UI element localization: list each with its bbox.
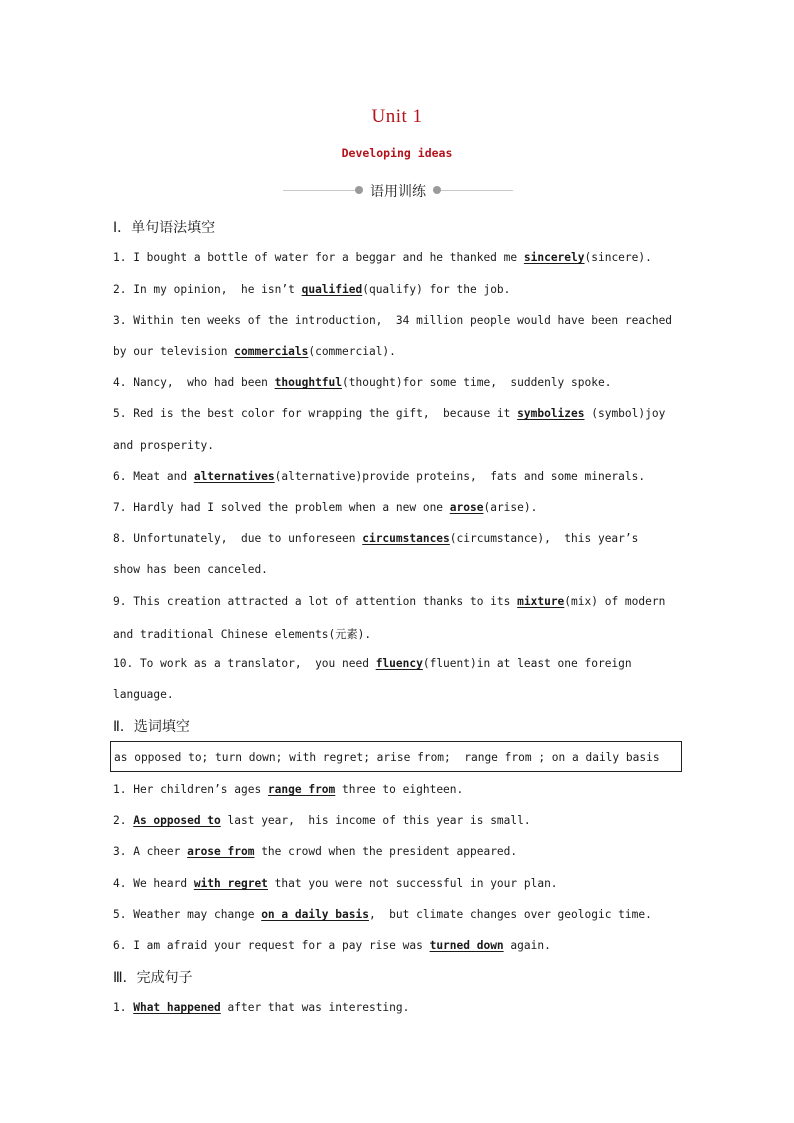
s2-item-3 [113,845,713,858]
s1-item-8-cont: show has been canceled. [113,563,268,576]
answer: arose [449,501,484,514]
unit-subtitle: Developing ideas [341,146,453,160]
s1-item-5 [113,407,713,420]
item-text: 1. Her children’s ages [113,783,268,796]
item-text: by our television [113,345,235,358]
section-2-heading: Ⅱ．选词填空 [113,719,190,735]
s1-item-6 [113,470,713,483]
item-text: again. [503,939,551,952]
s2-item-4 [113,877,713,890]
item-text: 8. Unfortunately, due to unforeseen [113,532,363,545]
item-text: (commercial). [308,345,396,358]
item-text: (mix) of modern [564,595,666,608]
item-text: three to eighteen. [335,783,464,796]
s1-item-1 [113,251,713,264]
word-bank-text: as opposed to; turn down; with regret; arise from; range from ; on a daily basis [114,751,660,764]
unit-title: Unit 1 [371,106,423,127]
divider-line-right [441,190,513,191]
item-text: that you were not successful in your plan. [267,877,558,890]
divider-line-left [283,190,355,191]
item-text: 6. Meat and [113,470,194,483]
item-text: 9. This creation attracted a lot of attention thanks to its [113,595,518,608]
answer: mixture [517,595,565,608]
s1-item-2 [113,283,713,296]
answer: range from [267,783,336,796]
answer: sincerely [523,251,585,264]
s1-item-3 [113,314,713,327]
item-text: 1. [113,1001,134,1014]
answer: thoughtful [274,376,343,389]
item-text: (alternative)provide proteins, fats and some minerals. [274,470,646,483]
s2-item-2 [113,814,713,827]
answer: circumstances [362,532,450,545]
s1-item-7 [113,501,713,514]
section-divider [283,182,513,198]
answer: with regret [193,877,268,890]
answer: fluency [375,657,423,670]
s2-item-6 [113,939,713,952]
item-text: 4. Nancy, who had been [113,376,275,389]
divider-dot-right [433,186,441,194]
item-text: (fluent)in at least one foreign [422,657,632,670]
word-bank-box [110,741,682,772]
s3-item-1 [113,1001,713,1014]
item-text: (circumstance), this year’s [449,532,639,545]
answer: turned down [429,939,504,952]
item-text: 5. Red is the best color for wrapping the gift, because it [113,407,518,420]
section-3-heading: Ⅲ．完成句子 [113,970,193,986]
item-text: (thought)for some time, suddenly spoke. [342,376,612,389]
s1-item-10-cont: language. [113,688,174,701]
answer: As opposed to [133,814,221,827]
answer: What happened [133,1001,221,1014]
item-text: last year, his income of this year is small. [220,814,531,827]
s1-item-10 [113,657,713,670]
s1-item-5-cont: and prosperity. [113,439,215,452]
answer: arose from [187,845,255,858]
s1-item-3-cont [113,345,713,358]
item-text: (arise). [483,501,538,514]
answer: on a daily basis [261,908,369,921]
s1-item-4 [113,376,713,389]
s2-item-1 [113,783,713,796]
item-text: , but climate changes over geologic time. [368,908,652,921]
s1-item-8 [113,532,713,545]
s2-item-5 [113,908,713,921]
item-text: 4. We heard [113,877,194,890]
item-text: 3. Within ten weeks of the introduction, 34 million people would have been reached [113,314,673,327]
s1-item-9 [113,595,713,608]
answer: commercials [234,345,309,358]
divider-label: 语用训练 [370,184,426,200]
item-text: (symbol)joy [584,407,666,420]
item-text: 7. Hardly had I solved the problem when a new one [113,501,450,514]
s1-item-9-cont: and traditional Chinese elements(元素). [113,628,372,641]
item-text: the crowd when the president appeared. [254,845,518,858]
item-text: 2. In my opinion, he isn’t [113,283,302,296]
answer: symbolizes [517,407,585,420]
item-text: after that was interesting. [220,1001,410,1014]
item-text: 6. I am afraid your request for a pay rise was [113,939,430,952]
answer: alternatives [193,470,275,483]
item-text: 2. [113,814,134,827]
item-text: 5. Weather may change [113,908,262,921]
section-1-heading: Ⅰ．单句语法填空 [113,220,216,236]
item-text: 3. A cheer [113,845,188,858]
answer: qualified [301,283,363,296]
item-text: (qualify) for the job. [362,283,511,296]
item-text: 10. To work as a translator, you need [113,657,376,670]
item-text: 1. I bought a bottle of water for a beggar and he thanked me [113,251,524,264]
divider-dot-left [355,186,363,194]
item-text: (sincere). [584,251,652,264]
